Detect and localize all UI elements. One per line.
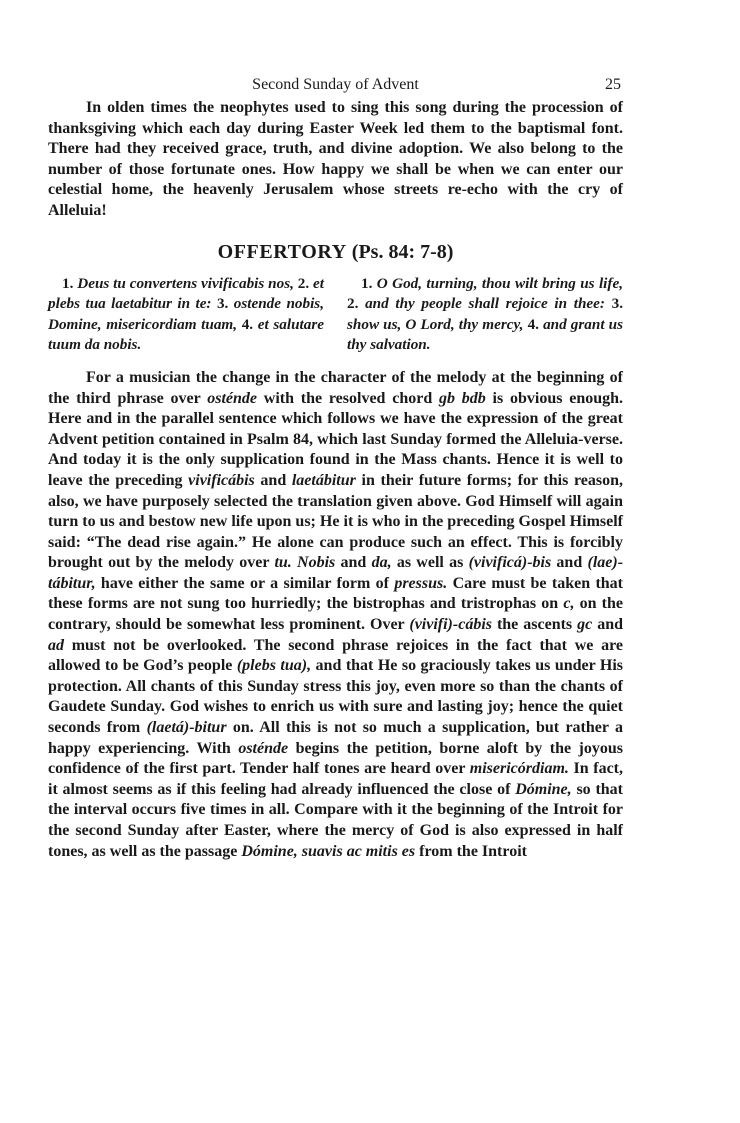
english-verse-text: and thy people shall rejoice in thee: [365,295,605,313]
english-verse-number: 2. [347,295,366,313]
english-verse-number: 1. [361,274,377,292]
commentary-text: Care must be taken that these forms are not sung too hurriedly; the bistrophas and tristrophas on [48,574,624,613]
latin-term: da, [371,554,392,572]
latin-term: misericórdiam. [469,760,569,778]
english-verse-number: 4. [527,315,544,333]
english-verse-text: O God, turning, thou wilt bring us life, [376,274,624,292]
latin-term: c, [563,595,575,613]
offertory-text [48,274,623,356]
commentary-text: have either the same or a similar form of [95,574,395,592]
offertory-title: OFFERTORY [217,240,347,263]
latin-term: (vivificá)-bis [468,554,552,572]
latin-term: (plebs tua), [236,657,312,675]
running-head [48,76,623,98]
offertory-reference: (Ps. 84: 7-8) [351,240,454,263]
latin-term: pressus. [394,574,448,592]
commentary-text: in their future forms; for this reason, also, we have purposely selected the translation given above. God Himself will again turn to us and bestow new life upon us; He it is who in the preceding Gospel Himself said: “The dead rise again.” He alone can produce such an effect. This is forcibly brought out by the melody over [48,471,624,572]
intro-paragraph: In olden times the neophytes used to sing this song during the procession of thanksgiving which each day during Easter Week led them to the baptismal font. There had they received grace, truth, and divine adoption. We also belong to the number of those fortunate ones. How happy we shall be when we can enter our celestial home, the heavenly Jerusalem whose streets re-echo with the cry of Alleluia! [48,99,623,219]
latin-verse-text: Deus tu convertens vivificabis nos, [77,274,294,292]
english-column [347,274,623,356]
commentary-text: and that He so graciously takes us under His protection. All chants of this Sunday stress this joy, even more so than the chants of Gaudete Sunday. God wishes to enrich us with sure and lasting joy; hence the quiet seconds from [48,657,624,737]
latin-term: Dómine, suavis ac mitis es [241,842,416,860]
commentary-text: begins the petition, borne aloft by the joyous confidence of the first part. Tender half tones are heard over [48,739,624,778]
offertory-heading [48,240,623,264]
english-verse-text: and grant us thy salvation. [347,315,624,354]
page-number: 25 [605,76,621,93]
commentary-text: For a musician the change in the character of the melody at the beginning of the third phrase over [48,368,623,407]
latin-verse-number: 4. [241,315,258,333]
latin-verse-number: 2. [297,274,314,292]
latin-term: (lae)-tábitur, [48,554,624,592]
latin-verse-number: 3. [216,295,234,313]
latin-term: gb bdb [439,389,486,407]
english-verse-number: 3. [611,295,624,313]
latin-term: (laetá)-bitur [146,719,227,737]
latin-column [48,274,324,356]
latin-term: gc [577,616,593,634]
running-title: Second Sunday of Advent [252,76,419,93]
english-verse-text: show us, O Lord, thy mercy, [347,315,524,333]
commentary-text: and [254,471,292,489]
latin-term: Dómine, [515,780,572,798]
latin-verse-text: ostende nobis, Domine, misericordiam tuam, [48,295,325,333]
page [48,76,623,862]
commentary-text: In fact, it almost seems as if this feeling had already influenced the close of [48,760,623,798]
commentary-text: with the resolved chord [257,389,439,407]
commentary-text: must not be overlooked. The second phrase rejoices in the fact that we are allowed to be God’s people [48,636,623,675]
commentary-text: as well as [391,554,469,572]
commentary-text: from the Introit [415,842,527,860]
latin-term: tu. Nobis [274,554,336,572]
commentary-text: so that the interval occurs five times in all. Compare with it the beginning of the Introit for the second Sunday after Easter, where the mercy of God is also expressed in half tones, as well as the passage [48,780,624,860]
latin-term: vivificábis [188,471,255,489]
commentary-text: the ascents [491,616,578,634]
latin-verse-text: et salutare tuum da nobis. [48,315,324,354]
commentary-text: on the contrary, should be somewhat less prominent. Over [48,595,624,634]
latin-term: ad [48,636,64,654]
latin-term: osténde [207,389,257,407]
commentary-text: on. All this is not so much a supplication, but rather a happy experiencing. With [48,719,624,757]
commentary-text: and [551,554,588,572]
latin-verse-number: 1. [62,274,78,292]
commentary-text: is obvious enough. Here and in the parallel sentence which follows we have the expression of the great Advent petition contained in Psalm 84, which last Sunday formed the Alleluia-verse. And today it is the only supplication found in the Mass chants. Hence it is well to leave the preceding [48,389,624,489]
latin-verse-text: et plebs tua laetabitur in te: [48,274,324,313]
commentary-text: and [335,554,372,572]
commentary-text: and [592,616,624,634]
commentary-paragraph [48,368,623,862]
latin-term: laetábitur [291,471,356,489]
latin-term: osténde [238,739,289,757]
latin-term: (vivifi)-cábis [409,616,492,634]
